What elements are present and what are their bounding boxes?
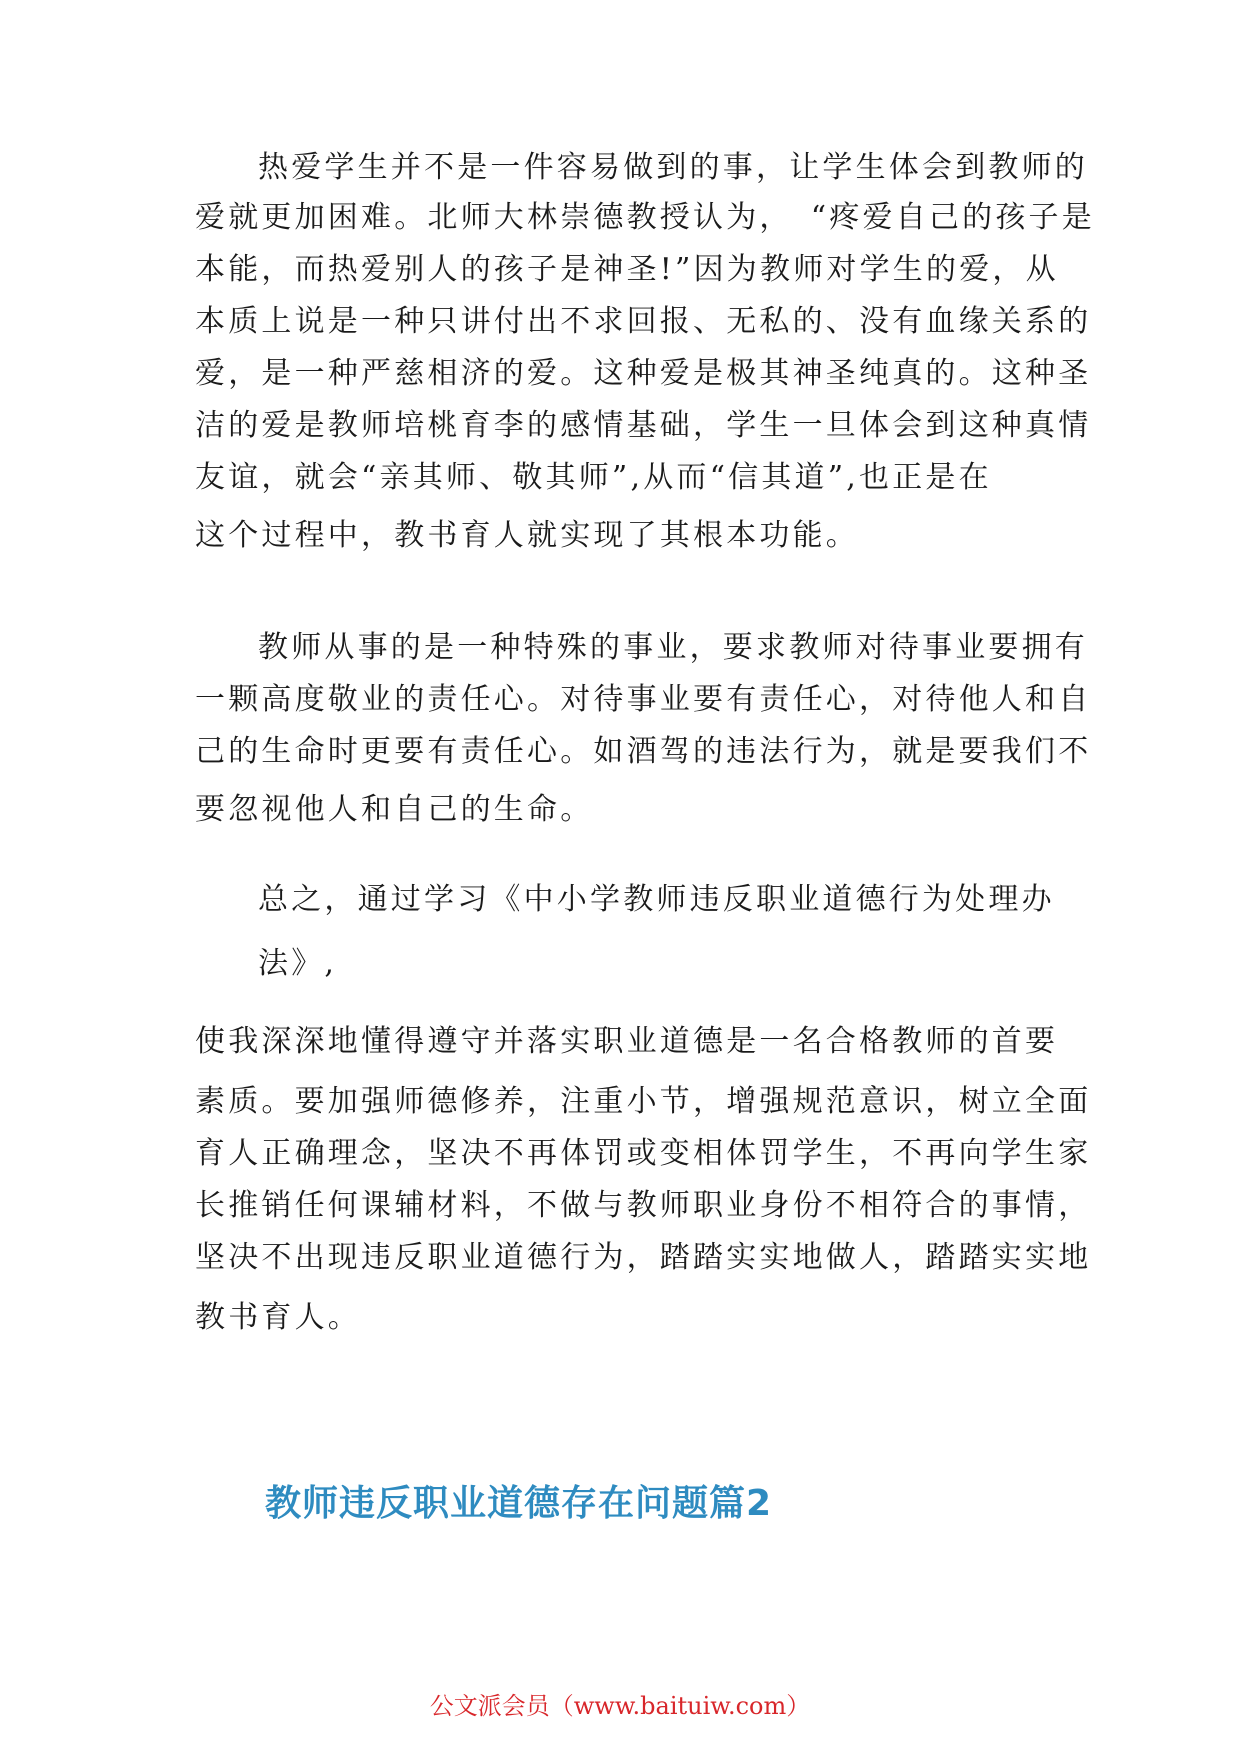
text-line: 本质上说是一种只讲付出不求回报、无私的、没有血缘关系的 [195,304,1092,339]
text-line: 教书育人。 [195,1300,361,1335]
text-line: 本能，而热爱别人的孩子是神圣!”因为教师对学生的爱，从 [195,252,1059,287]
text-line: 总之，通过学习《中小学教师违反职业道德行为处理办 [258,882,1055,917]
text-line: 长推销任何课辅材料，不做与教师职业身份不相符合的事情， [195,1188,1092,1223]
text-line: 素质。要加强师德修养，注重小节，增强规范意识，树立全面 [195,1084,1092,1119]
text-line: 要忽视他人和自己的生命。 [195,792,594,827]
text-line: 教师从事的是一种特殊的事业，要求教师对待事业要拥有 [258,630,1088,665]
text-line: 育人正确理念，坚决不再体罚或变相体罚学生，不再向学生家 [195,1136,1092,1171]
text-line: 使我深深地懂得遵守并落实职业道德是一名合格教师的首要 [195,1024,1059,1059]
text-line: 坚决不出现违反职业道德行为，踏踏实实地做人，踏踏实实地 [195,1240,1092,1275]
text-line: 这个过程中，教书育人就实现了其根本功能。 [195,518,859,553]
footer-watermark: 公文派会员（www.baituiw.com） [429,1692,811,1720]
text-line: 法》, [258,946,338,981]
text-line: 爱，是一种严慈相济的爱。这种爱是极其神圣纯真的。这种圣 [195,356,1092,391]
text-line: 己的生命时更要有责任心。如酒驾的违法行为，就是要我们不 [195,734,1092,769]
text-line: 友谊，就会“亲其师、敬其师”,从而“信其道”,也正是在 [195,460,992,495]
text-line: 一颗高度敬业的责任心。对待事业要有责任心，对待他人和自 [195,682,1092,717]
text-line: 爱就更加困难。北师大林崇德教授认为， “疼爱自己的孩子是 [195,200,1095,235]
text-line: 洁的爱是教师培桃育李的感情基础，学生一旦体会到这种真情 [195,408,1092,443]
section-heading: 教师违反职业道德存在问题篇2 [265,1483,773,1524]
text-line: 热爱学生并不是一件容易做到的事，让学生体会到教师的 [258,150,1088,185]
